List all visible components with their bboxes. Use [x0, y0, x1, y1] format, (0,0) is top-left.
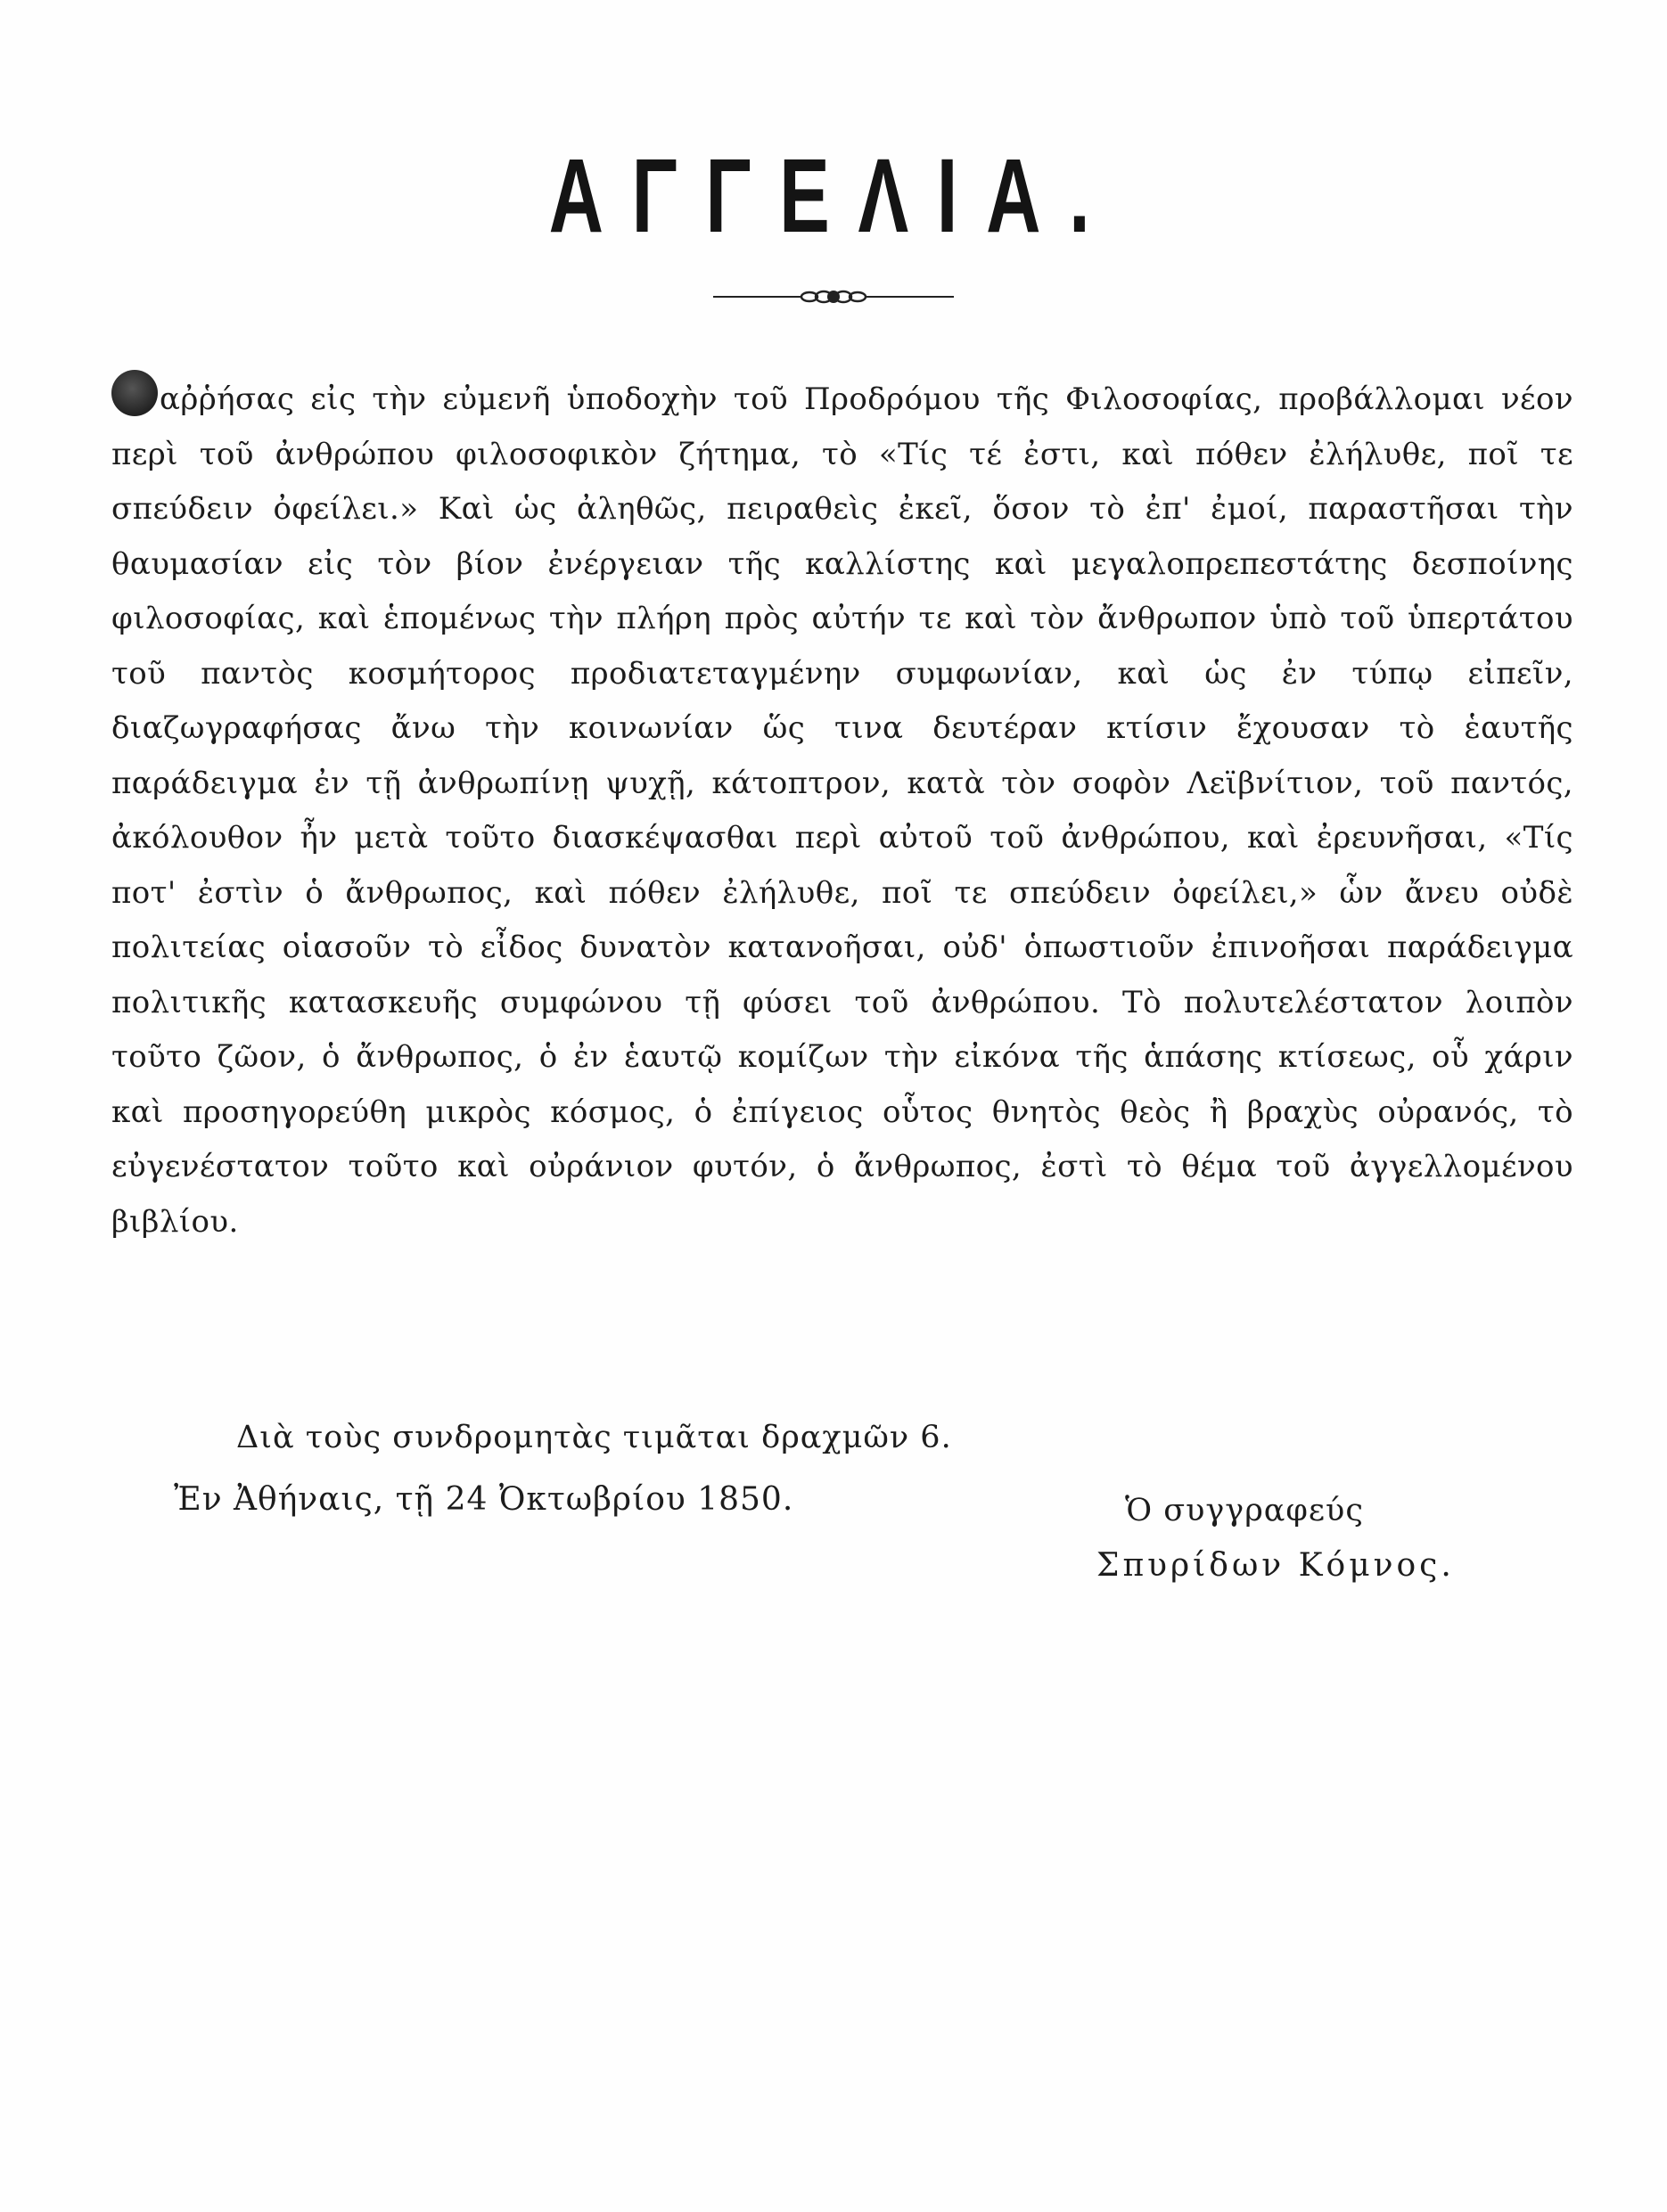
- announcement-body: [111, 370, 1573, 1249]
- page-title: ΑΓΓΕΛΙΑ.: [548, 137, 1119, 255]
- author-role: Ὁ συγγραφεύς: [1125, 1493, 1364, 1528]
- subscription-price: Διὰ τοὺς συνδρομητὰς τιμᾶται δραχμῶν 6.: [236, 1420, 952, 1455]
- drop-cap-icon: [111, 370, 158, 416]
- ornament-divider-icon: [713, 283, 954, 310]
- announcement-body-text: αῤῥήσας εἰς τὴν εὐμενῆ ὑποδοχὴν τοῦ Προδρόμου τῆς Φιλοσοφίας, προβάλλομαι νέον περὶ τοῦ ἀνθρώπου φιλοσοφικὸν ζήτημα, τὸ «Τίς τέ ἐστι, καὶ πόθεν ἐλήλυθε, ποῖ τε σπεύδειν ὀφείλει.» Καὶ ὡς ἀληθῶς, πειραθεὶς ἐκεῖ, ὅσον τὸ ἐπ' ἐμοί, παραστῆσαι τὴν θαυμασίαν εἰς τὸν βίον ἐνέργειαν τῆς καλλίστης καὶ μεγαλοπρεπεστάτης δεσποίνης φιλοσοφίας, καὶ ἑπομένως τὴν πλήρη πρὸς αὐτήν τε καὶ τὸν ἄνθρωπον ὑπὸ τοῦ ὑπερτάτου τοῦ παντὸς κοσμήτορος προδιατεταγμένην συμφωνίαν, καὶ ὡς ἐν τύπῳ εἰπεῖν, διαζωγραφήσας ἄνω τὴν κοινωνίαν ὥς τινα δευτέραν κτίσιν ἔχουσαν τὸ ἑαυτῆς παράδειγμα ἐν τῇ ἀνθρωπίνῃ ψυχῇ, κάτοπτρον, κατὰ τὸν σοφὸν Λεϊβνίτιον, τοῦ παντός, ἀκόλουθον ἦν μετὰ τοῦτο διασκέψασθαι περὶ αὐτοῦ τοῦ ἀνθρώπου, καὶ ἐρευνῆσαι, «Τίς ποτ' ἐστὶν ὁ ἄνθρωπος, καὶ πόθεν ἐλήλυθε, ποῖ τε σπεύδειν ὀφείλει,» ὧν ἄνευ οὐδὲ πολιτείας οἱασοῦν τὸ εἶδος δυνατὸν κατανοῆσαι, οὐδ' ὁπωστιοῦν ἐπινοῆσαι παράδειγμα πολιτικῆς κατασκευῆς συμφώνου τῇ φύσει τοῦ ἀνθρώπου. Τὸ πολυτελέστατον λοιπὸν τοῦτο ζῶον, ὁ ἄνθρωπος, ὁ ἐν ἑαυτῷ κομίζων τὴν εἰκόνα τῆς ἁπάσης κτίσεως, οὗ χάριν καὶ προσηγορεύθη μικρὸς κόσμος, ὁ ἐπίγειος οὗτος θνητὸς θεὸς ἢ βραχὺς οὐρανός, τὸ εὐγενέστατον τοῦτο καὶ οὐράνιον φυτόν, ὁ ἄνθρωπος, ἐστὶ τὸ θέμα τοῦ ἀγγελλομένου βιβλίου.: [111, 381, 1573, 1240]
- author-name: Σπυρίδων Κόμνος.: [1096, 1547, 1455, 1584]
- place-date-line: Ἐν Ἀθήναις, τῇ 24 Ὀκτωβρίου 1850.: [174, 1481, 794, 1518]
